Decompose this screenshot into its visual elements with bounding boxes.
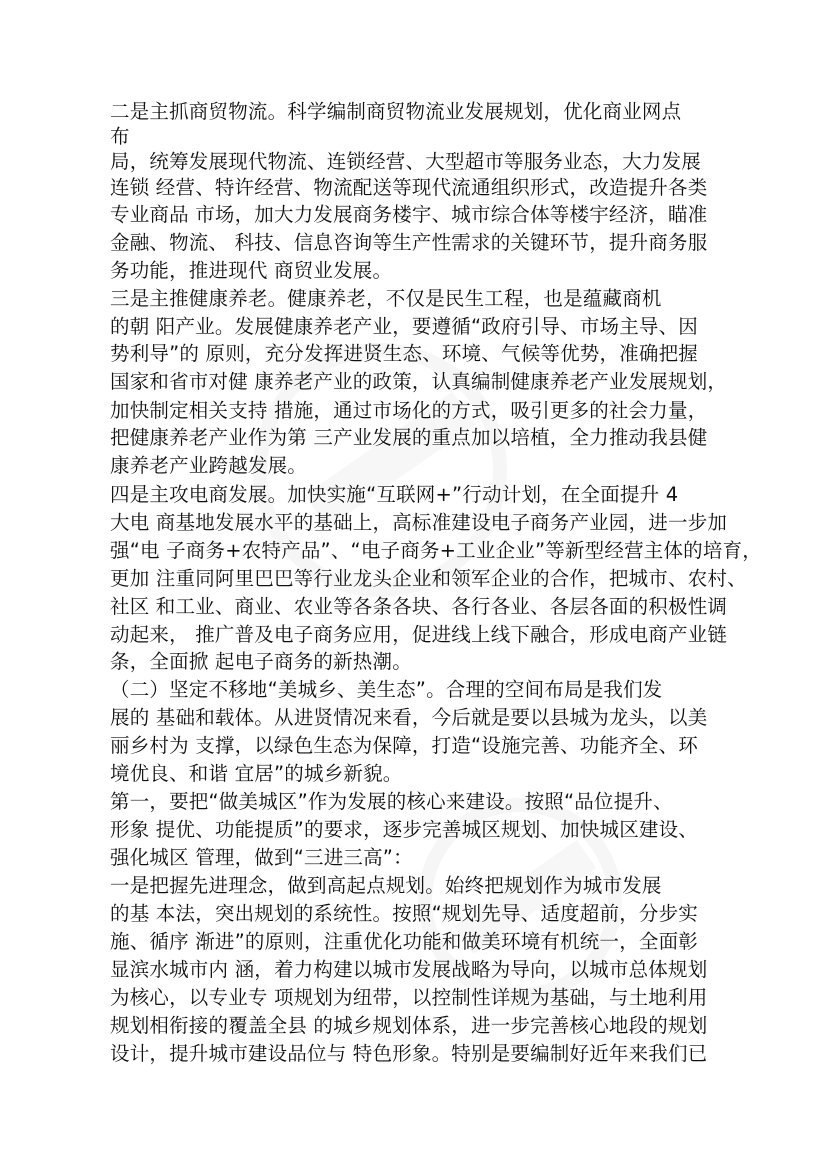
text-line: 强“电 子商务+农特产品”、“电子商务+工业企业”等新型经营主体的培育， [110, 539, 762, 562]
text-line: 丽乡村为 支撑，以绿色生态为保障，打造“设施完善、功能齐全、环 [110, 734, 699, 757]
text-line: 局，统筹发展现代物流、连锁经营、大型超市等服务业态，大力发展 [110, 150, 702, 173]
text-line: 动起来， 推广普及电子商务应用，促进线上线下融合，形成电商产业链 [110, 623, 728, 646]
text-line: 强化城区 管理，做到“三进三高”： [110, 846, 413, 869]
text-line: 为核心，以专业专 项规划为纽带，以控制性详规为基础，与土地利用 [110, 986, 708, 1009]
text-line: 第一，要把“做美城区”作为发展的核心来建设。按照“品位提升、 [110, 790, 673, 813]
text-line: 的朝 阳产业。发展健康养老产业，要遵循“政府引导、市场主导、因 [110, 315, 699, 338]
text-line: 境优良、和谐 宜居”的城乡新貌。 [110, 762, 403, 785]
text-line: 大电 商基地发展水平的基础上，高标准建设电子商务产业园，进一步加 [110, 511, 728, 534]
text-line: 施、循序 渐进”的原则，注重优化功能和做美环境有机统一，全面彰 [110, 930, 699, 953]
text-line: 布 [110, 125, 130, 148]
text-line: 形象 提优、功能提质”的要求，逐步完善城区规划、加快城区建设、 [110, 818, 699, 841]
text-line: 康养老产业跨越发展。 [110, 454, 308, 477]
text-line: 专业商品 市场，加大力发展商务楼宇、城市综合体等楼宇经济，瞄准 [110, 203, 708, 226]
text-line: 的基 本法，突出规划的系统性。按照“规划先导、适度超前，分步实 [110, 902, 699, 925]
text-line: 三是主推健康养老。健康养老，不仅是民生工程，也是蕴藏商机 [110, 287, 662, 310]
text-line: 把健康养老产业作为第 三产业发展的重点加以培植，全力推动我县健 [110, 426, 708, 449]
text-line: 社区 和工业、商业、农业等各条各块、各行各业、各层各面的积极性调 [110, 595, 728, 618]
text-line: 一是把握先进理念，做到高起点规划。始终把规划作为城市发展 [110, 874, 662, 897]
text-line: 金融、物流、 科技、信息咨询等生产性需求的关键环节，提升商务服 [110, 231, 708, 254]
text-line: 条，全面掀 起电子商务的新热潮。 [110, 650, 412, 673]
text-line: 务功能，推进现代 商贸业发展。 [110, 259, 393, 282]
text-line: 连锁 经营、特许经营、物流配送等现代流通组织形式，改造提升各类 [110, 176, 708, 199]
text-line: 二是主抓商贸物流。科学编制商贸物流业发展规划，优化商业网点 [110, 100, 682, 123]
text-line: 加快制定相关支持 措施，通过市场化的方式，吸引更多的社会力量， [110, 399, 708, 422]
text-line: 显滨水城市内 涵，着力构建以城市发展战略为导向，以城市总体规划 [110, 958, 708, 981]
text-line: 设计，提升城市建设品位与 特色形象。特别是要编制好近年来我们已 [110, 1042, 708, 1065]
text-line: 规划相衔接的覆盖全县 的城乡规划体系，进一步完善核心地段的规划 [110, 1014, 708, 1037]
text-line: 势利导”的 原则，充分发挥进贤生态、环境、气候等优势，准确把握 [110, 342, 699, 365]
text-line: 展的 基础和载体。从进贤情况来看，今后就是要以县城为龙头，以美 [110, 706, 708, 729]
text-line: 四是主攻电商发展。加快实施“互联网+”行动计划，在全面提升 4 [110, 483, 679, 506]
text-line: （二）坚定不移地“美城乡、美生态”。合理的空间布局是我们发 [110, 678, 663, 701]
text-line: 国家和省市对健 康养老产业的政策，认真编制健康养老产业发展规划， [110, 370, 728, 393]
text-line: 更加 注重同阿里巴巴等行业龙头企业和领军企业的合作，把城市、农村、 [110, 567, 747, 590]
